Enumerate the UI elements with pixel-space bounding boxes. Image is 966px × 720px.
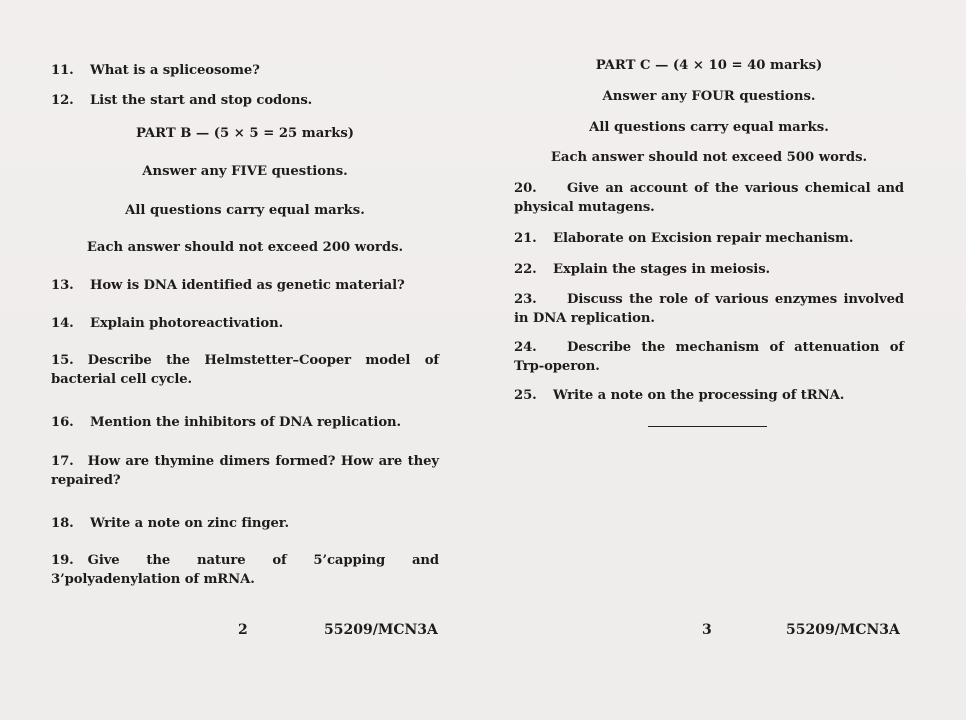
question-text: How is DNA identified as genetic material?: [90, 278, 405, 293]
part-b-instruction: All questions carry equal marks.: [125, 203, 365, 218]
page-number: 2: [238, 622, 248, 638]
paper-code: 55209/MCN3A: [786, 622, 900, 638]
part-c-instruction: Answer any FOUR questions.: [602, 89, 816, 104]
part-b-instruction: Each answer should not exceed 200 words.: [86, 240, 404, 255]
question-15: [51, 351, 439, 389]
question-number: 18.: [51, 516, 74, 531]
question-text: Describe the mechanism of attenuation of Trp-operon.: [514, 340, 904, 374]
question-text: Elaborate on Excision repair mechanism.: [553, 231, 854, 246]
question-text: Discuss the role of various enzymes involved in DNA replication.: [514, 292, 904, 326]
question-21: [514, 229, 904, 248]
question-17: [51, 452, 439, 490]
part-b-instruction: Answer any FIVE questions.: [142, 164, 348, 179]
question-14: [51, 314, 439, 333]
question-text: What is a spliceosome?: [90, 63, 260, 78]
question-11: [51, 61, 439, 80]
question-number: 20.: [514, 181, 537, 196]
question-number: 13.: [51, 278, 74, 293]
question-text: List the start and stop codons.: [90, 93, 313, 108]
page-number: 3: [702, 622, 712, 638]
question-number: 11.: [51, 63, 74, 78]
question-19: [51, 551, 439, 589]
question-text: Explain photoreactivation.: [90, 316, 284, 331]
question-number: 25.: [514, 388, 537, 403]
question-16: [51, 413, 439, 432]
question-number: 14.: [51, 316, 74, 331]
question-number: 12.: [51, 93, 74, 108]
part-b-heading: PART B — (5 × 5 = 25 marks): [135, 126, 355, 141]
end-of-paper-rule: [648, 426, 767, 427]
question-12: [51, 91, 439, 110]
question-text: How are thymine dimers formed? How are they repaired?: [51, 454, 439, 488]
question-text: Mention the inhibitors of DNA replication.: [90, 415, 401, 430]
part-c-instruction: Each answer should not exceed 500 words.: [550, 150, 868, 165]
question-text: Write a note on the processing of tRNA.: [553, 388, 845, 403]
question-number: 16.: [51, 415, 74, 430]
question-20: [514, 179, 904, 217]
question-23: [514, 290, 904, 328]
question-number: 21.: [514, 231, 537, 246]
question-text: Write a note on zinc finger.: [90, 516, 289, 531]
question-number: 15.: [51, 353, 74, 368]
question-24: [514, 338, 904, 376]
part-c-heading: PART C — (4 × 10 = 40 marks): [595, 58, 823, 73]
question-number: 19.: [51, 553, 74, 568]
question-number: 22.: [514, 262, 537, 277]
question-text: Describe the Helmstetter–Cooper model of bacterial cell cycle.: [51, 353, 439, 387]
question-13: [51, 276, 439, 295]
question-text: Explain the stages in meiosis.: [553, 262, 771, 277]
paper-code: 55209/MCN3A: [324, 622, 438, 638]
question-number: 23.: [514, 292, 537, 307]
question-number: 24.: [514, 340, 537, 355]
question-18: [51, 514, 439, 533]
question-25: [514, 386, 904, 405]
question-text: Give an account of the various chemical and physical mutagens.: [514, 181, 904, 215]
question-number: 17.: [51, 454, 74, 469]
part-c-instruction: All questions carry equal marks.: [589, 120, 829, 135]
question-22: [514, 260, 904, 279]
question-text: Give the nature of 5’capping and 3’polyadenylation of mRNA.: [51, 553, 439, 587]
